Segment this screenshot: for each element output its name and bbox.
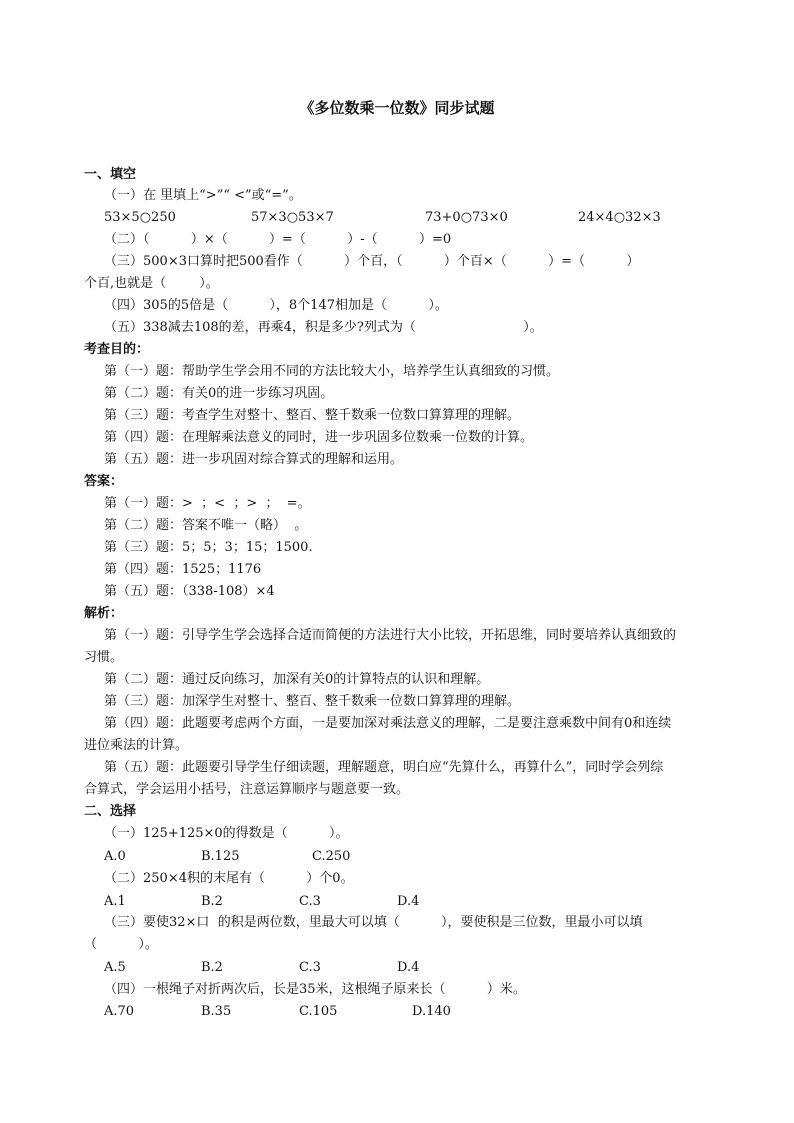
choice-option: A.70 bbox=[104, 1004, 135, 1019]
compare-item: 53×5○250 bbox=[104, 210, 176, 225]
choice-option: D.4 bbox=[397, 894, 420, 909]
purpose-item: 第（五）题：进一步巩固对综合算式的理解和运用。 bbox=[104, 452, 404, 467]
analysis-line: 第（四）题：此题要考虑两个方面，一是要加深对乘法意义的理解，二是要注意乘数中间有0和连续 bbox=[104, 716, 672, 731]
fill-question-1: （一）在 里填上“>”“ <”或“=”。 bbox=[104, 188, 302, 203]
choice-option: D.4 bbox=[397, 960, 420, 975]
analysis-line: 第（一）题：引导学生学会选择合适而简便的方法进行大小比较，开拓思维，同时要培养认真细致的 bbox=[104, 628, 677, 643]
choice-option: B.2 bbox=[201, 894, 223, 909]
fill-question-2: （二）（ ）×（ ）=（ ）-（ ）=0 bbox=[104, 232, 452, 247]
purpose-item: 第（三）题：考查学生对整十、整百、整千数乘一位数口算算理的理解。 bbox=[104, 408, 521, 423]
choice-option: C.3 bbox=[299, 894, 321, 909]
purpose-item: 第（四）题：在理解乘法意义的同时，进一步巩固多位数乘一位数的计算。 bbox=[104, 430, 534, 445]
fill-question-3-line-2: 个百,也就是（ ）。 bbox=[84, 276, 219, 291]
choice-option: C.105 bbox=[299, 1004, 338, 1019]
analysis-line: 第（二）题：通过反向练习，加深有关0的计算特点的认识和理解。 bbox=[104, 672, 490, 687]
section-2-heading: 二、选择 bbox=[84, 804, 137, 819]
choice-option: B.125 bbox=[201, 849, 240, 864]
analysis-line: 合算式，学会运用小括号，注意运算顺序与题意要一致。 bbox=[84, 782, 410, 797]
purpose-heading: 考查目的： bbox=[84, 342, 150, 357]
answer-item: 第（三）题：5；5；3；15；1500. bbox=[104, 540, 313, 555]
fill-question-5: （五）338减去108的差，再乘4，积是多少?列式为（ ）。 bbox=[104, 320, 543, 335]
answer-item: 第（五）题：（338-108）×4 bbox=[104, 584, 275, 599]
section-1-heading: 一、填空 bbox=[84, 167, 137, 182]
choice-option: D.140 bbox=[412, 1004, 451, 1019]
fill-question-4: （四）305的5倍是（ ），8个147相加是（ ）。 bbox=[104, 298, 448, 313]
compare-item: 24×4○32×3 bbox=[578, 210, 661, 225]
analysis-line: 第（三）题：加深学生对整十、整百、整千数乘一位数口算算理的理解。 bbox=[104, 694, 521, 709]
choice-question-3-line-1: （三）要使32×口 的积是两位数，里最大可以填（ ），要使积是三位数，里最小可以填 bbox=[104, 915, 643, 930]
choice-option: C.3 bbox=[299, 960, 321, 975]
choice-option: A.5 bbox=[104, 960, 126, 975]
answer-item: 第（四）题：1525；1176 bbox=[104, 562, 262, 577]
analysis-line: 习惯。 bbox=[84, 650, 124, 665]
choice-question-2: （二）250×4积的末尾有（ ）个0。 bbox=[104, 871, 354, 886]
choice-option: A.0 bbox=[104, 849, 126, 864]
choice-question-3-line-2: （ ）。 bbox=[84, 937, 158, 952]
answer-heading: 答案： bbox=[84, 474, 124, 489]
analysis-heading: 解析： bbox=[84, 606, 124, 621]
choice-question-1: （一）125+125×0的得数是（ ）。 bbox=[104, 826, 349, 841]
answer-item: 第（一）题：> ；< ；> ； =。 bbox=[104, 496, 311, 511]
page-title: 《多位数乘一位数》同步试题 bbox=[299, 99, 495, 117]
compare-item: 73+0○73×0 bbox=[425, 210, 508, 225]
purpose-item: 第（二）题：有关0的进一步练习巩固。 bbox=[104, 386, 334, 401]
choice-option: C.250 bbox=[312, 849, 351, 864]
answer-item: 第（二）题：答案不唯一（略） 。 bbox=[104, 518, 308, 533]
choice-option: B.35 bbox=[201, 1004, 232, 1019]
choice-option: A.1 bbox=[104, 894, 126, 909]
choice-option: B.2 bbox=[201, 960, 223, 975]
compare-item: 57×3○53×7 bbox=[251, 210, 334, 225]
analysis-line: 进位乘法的计算。 bbox=[84, 738, 189, 753]
analysis-line: 第（五）题：此题要引导学生仔细读题，理解题意，明白应“先算什么，再算什么”，同时学会列综 bbox=[104, 760, 664, 775]
purpose-item: 第（一）题：帮助学生学会用不同的方法比较大小，培养学生认真细致的习惯。 bbox=[104, 364, 560, 379]
fill-question-3-line-1: （三）500×3口算时把500看作（ ）个百，（ ）个百×（ ）=（ ） bbox=[104, 254, 640, 269]
choice-question-4: （四）一根绳子对折两次后，长是35米，这根绳子原来长（ ）米。 bbox=[104, 982, 526, 997]
